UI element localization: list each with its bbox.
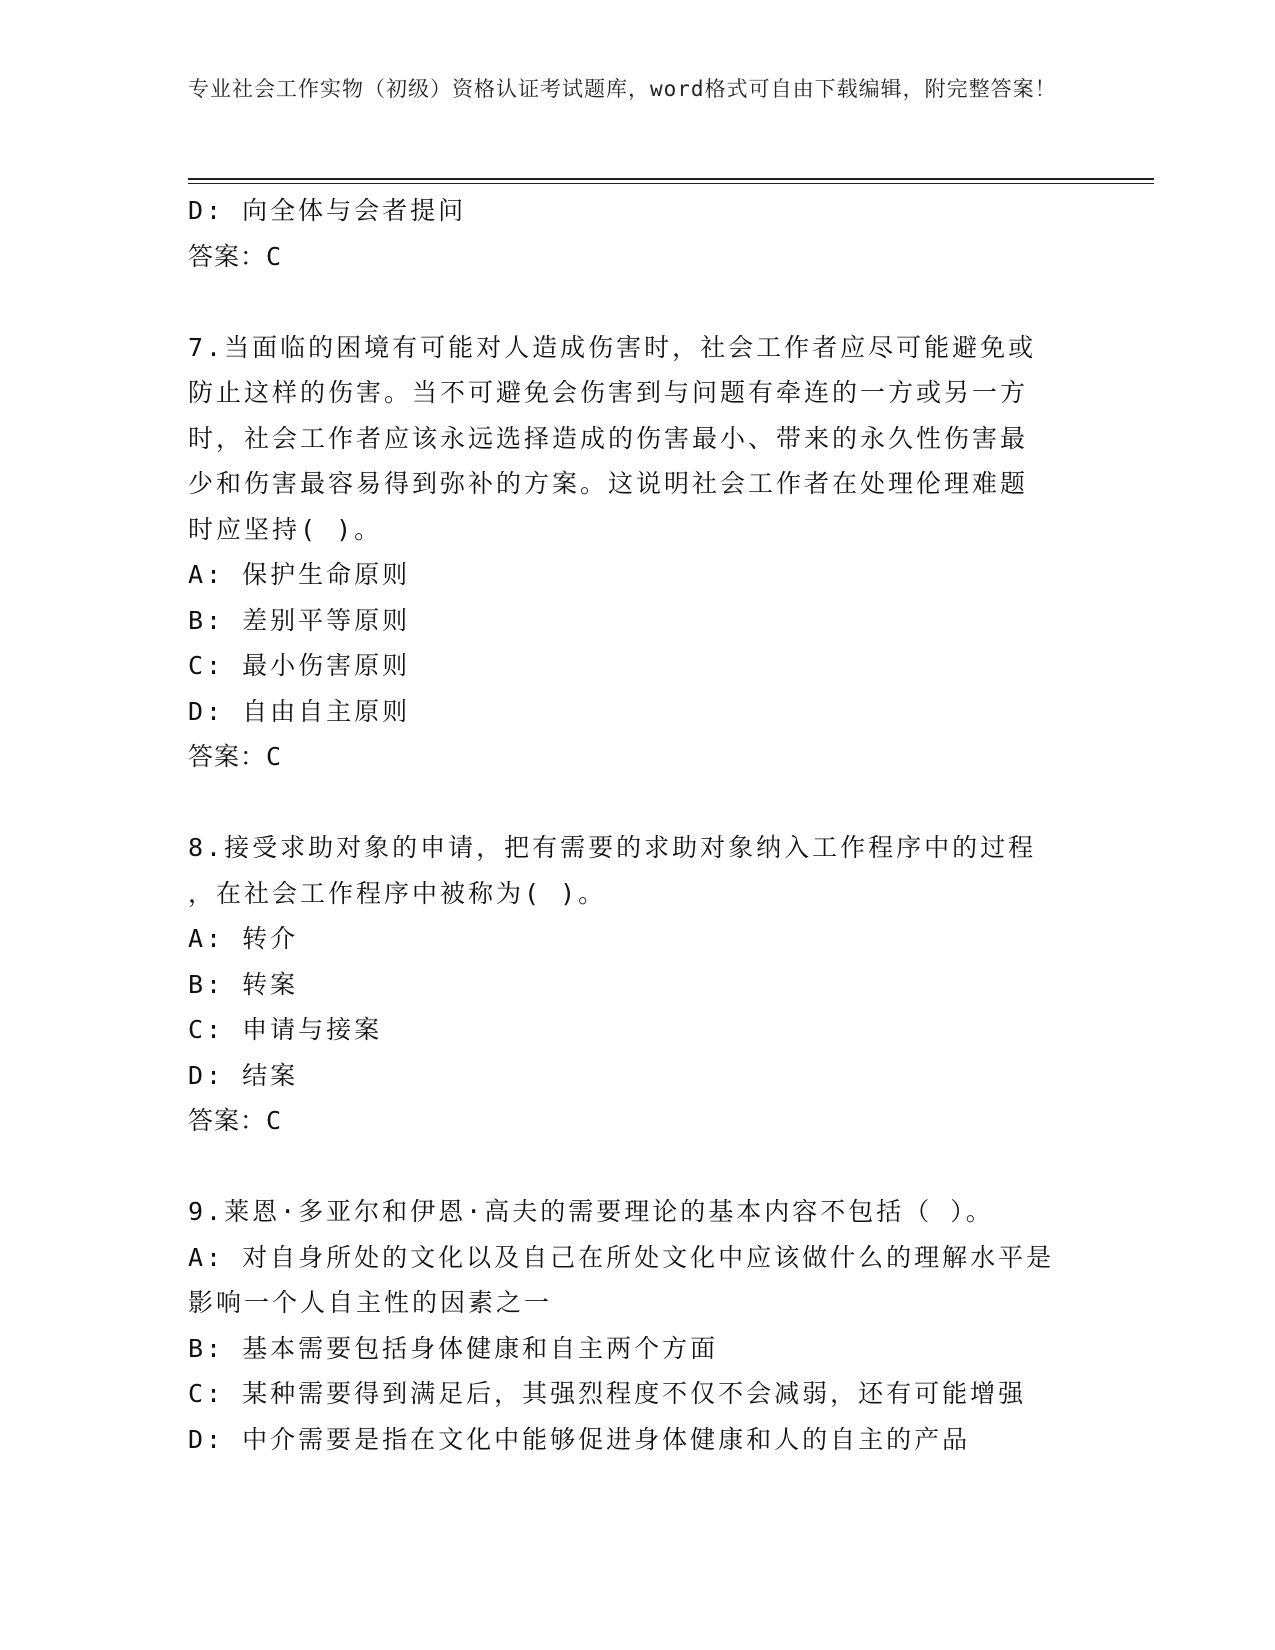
stem-line: 防止这样的伤害。当不可避免会伤害到与问题有牵连的一方或另一方 bbox=[188, 378, 1029, 407]
stem-line: 时，社会工作者应该永远选择造成的伤害最小、带来的永久性伤害最 bbox=[188, 423, 1029, 453]
stem-line: 少和伤害最容易得到弥补的方案。这说明社会工作者在处理伦理难题 bbox=[188, 469, 1029, 498]
question-8-option-d: D: 结案 bbox=[188, 1060, 299, 1090]
question-7-option-c: C: 最小伤害原则 bbox=[188, 651, 411, 680]
question-8-option-c: C: 申请与接案 bbox=[188, 1015, 383, 1044]
question-8-stem bbox=[188, 825, 1068, 916]
question-7-stem bbox=[188, 325, 1068, 553]
header-rule-thick bbox=[188, 178, 1154, 180]
spacer bbox=[188, 780, 1068, 826]
carryover-option-d: D: 向全体与会者提问 bbox=[188, 196, 467, 225]
question-8-option-a: A: 转介 bbox=[188, 924, 299, 953]
question-9-stem bbox=[188, 1189, 1068, 1235]
question-9-option-a-continued: 影响一个人自主性的因素之一 bbox=[188, 1288, 553, 1317]
question-8-answer: 答案：C bbox=[188, 1106, 283, 1135]
spacer bbox=[188, 279, 1068, 325]
document-body bbox=[188, 188, 1068, 1462]
carryover-answer: 答案：C bbox=[188, 241, 283, 271]
stem-line: 8.接受求助对象的申请，把有需要的求助对象纳入工作程序中的过程 bbox=[188, 833, 1037, 862]
question-7-option-d: D: 自由自主原则 bbox=[188, 696, 411, 726]
question-7-option-b: B: 差别平等原则 bbox=[188, 605, 411, 635]
question-8-option-b: B: 转案 bbox=[188, 969, 299, 999]
stem-line: 9.莱恩·多亚尔和伊恩·高夫的需要理论的基本内容不包括（ ）。 bbox=[188, 1197, 994, 1226]
question-7-answer: 答案：C bbox=[188, 742, 283, 771]
stem-line: ，在社会工作程序中被称为( )。 bbox=[188, 878, 607, 908]
question-9-option-d: D: 中介需要是指在文化中能够促进身体健康和人的自主的产品 bbox=[188, 1424, 971, 1454]
question-9-option-c: C: 某种需要得到满足后，其强烈程度不仅不会减弱，还有可能增强 bbox=[188, 1379, 1027, 1408]
stem-line: 时应坚持( )。 bbox=[188, 514, 383, 544]
question-9-option-b: B: 基本需要包括身体健康和自主两个方面 bbox=[188, 1333, 719, 1363]
page-header: 专业社会工作实物（初级）资格认证考试题库，word格式可自由下载编辑，附完整答案！ bbox=[188, 77, 1057, 101]
header-rule-thin bbox=[188, 183, 1154, 184]
question-7-option-a: A: 保护生命原则 bbox=[188, 560, 411, 589]
question-9-option-a: A: 对自身所处的文化以及自己在所处文化中应该做什么的理解水平是 bbox=[188, 1242, 1055, 1272]
spacer bbox=[188, 1144, 1068, 1190]
stem-line: 7.当面临的困境有可能对人造成伤害时，社会工作者应尽可能避免或 bbox=[188, 332, 1037, 362]
